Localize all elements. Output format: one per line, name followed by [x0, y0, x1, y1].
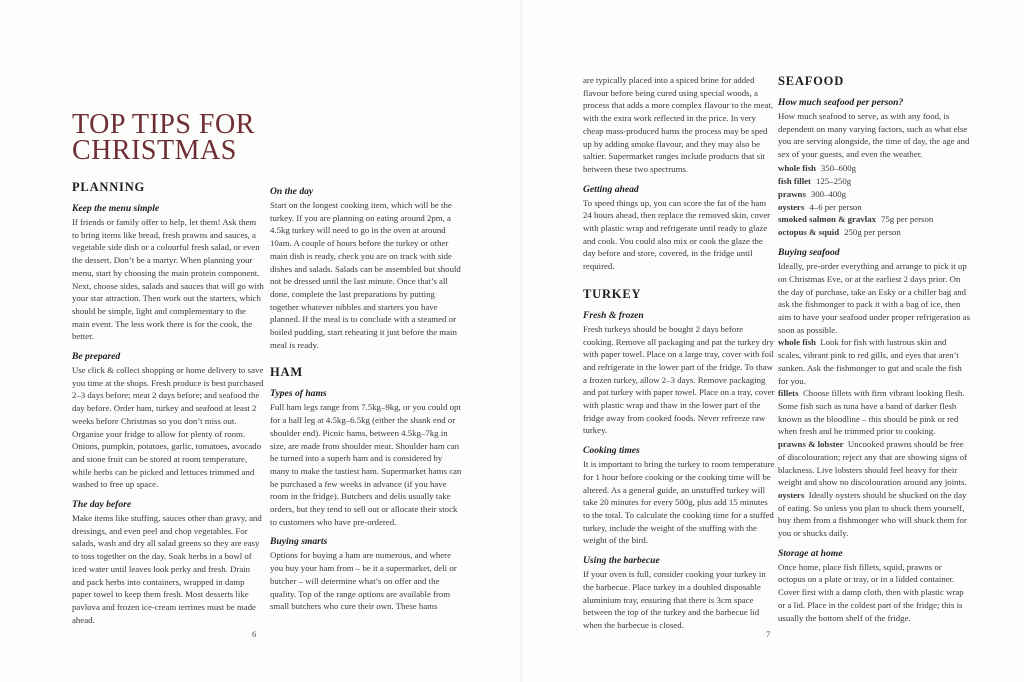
page-title-line-1: TOP TIPS FOR — [72, 109, 255, 140]
heading-seafood: SEAFOOD — [778, 74, 845, 88]
serving-row-octopus-squid — [778, 226, 970, 239]
entry-label: whole fish — [778, 337, 816, 348]
entry-text: Uncooked prawns should be free of discolouration; reject any that are showing signs of blackness. Live lobsters should feel heavy for their weight and show no discolouration around any joints. — [778, 439, 968, 488]
serving-value: 300–400g — [810, 188, 847, 199]
serving-label: smoked salmon & gravlax — [778, 214, 876, 225]
heading-turkey: TURKEY — [583, 286, 642, 301]
paragraph-buying-seafood: Ideally, pre-order everything and arrange to pick it up on Christmas Eve, or at the earliest 2 days prior. On the day of purchase, take an Esky or a chiller bag and ask the fishmonger to pack it with a bag of ice, then aim to have your seafood under proper refrigeration as soon as possible. — [778, 261, 970, 335]
entry-label: oysters — [778, 489, 805, 500]
paragraph-on-the-day: Start on the longest cooking item, which will be the turkey. If you are planning on eating around 2pm, a 4.5kg turkey will need to go in the oven at around 10am. A couple of hours before the turkey or other main dish is ready, check you are on track with side dishes and salads. Salads can be assembled but should not be dressed until the last minute. Once that’s all done, complete the last preparations by putting together whatever nibbles and starters you have planned. If the meal is to conclude with a steamed or boiled pudding, start reheating it just before the main meal is ready. — [270, 200, 461, 350]
paragraph-using-barbecue: If your oven is full, consider cooking your turkey in the barbecue. Place turkey in a doubled disposable aluminium tray, ensuring that there is 3cm space between the top of the turkey and the barbecue lid when the barbecue is closed. — [583, 569, 766, 630]
right-page-column-1 — [583, 74, 775, 632]
paragraph-getting-ahead: To speed things up, you can score the fat of the ham 24 hours ahead, then replace the removed skin, cover with plastic wrap and refrigerate until ready to glaze and cook. You could also mix or cook the glaze the day before and store, covered, in the fridge until required. — [583, 197, 771, 272]
serving-value: 250g per person — [844, 227, 901, 238]
page-title-line-2: CHRISTMAS — [72, 135, 237, 166]
left-page-column-1 — [72, 109, 264, 626]
entry-whole-fish — [778, 336, 970, 387]
left-page-column-2 — [270, 186, 462, 613]
page-gutter — [520, 0, 523, 682]
serving-value: 75g per person — [881, 214, 934, 225]
subheading-keep-menu-simple: Keep the menu simple — [72, 203, 160, 214]
paragraph-storage-at-home: Once home, place fish fillets, squid, prawns or octopus on a plate or tray, or in a lidded container. Cover first with a damp cloth, then with plastic wrap or a lid. Place in the coldest part of the fridge; this is usually the bottom shelf of the fridge. — [778, 561, 964, 623]
subheading-buying-smarts: Buying smarts — [270, 536, 328, 548]
entry-text: Choose fillets with firm vibrant looking flesh. Some fish such as tuna have a band of darker flesh known as the bloodline – this should be pink or red when fresh and be trimmed prior to cooking. — [778, 388, 965, 437]
entry-label: prawns & lobster — [778, 439, 844, 450]
subheading-buying-seafood: Buying seafood — [778, 247, 840, 259]
right-page-column-2 — [778, 74, 970, 624]
heading-planning: PLANNING — [72, 180, 146, 194]
subheading-getting-ahead: Getting ahead — [583, 183, 639, 195]
paragraph-types-of-hams: Full ham legs range from 7.5kg–9kg, or you could opt for a half leg at 4.5kg–6.5kg (either the shank end or shoulder end). Picnic hams, between 4.5kg–7kg in size, are made from shoulder meat. Shoulder ham can be turned into a superb ham and is considered by many to make the tastiest ham. Supermarket hams can be purchased a few weeks in advance (if you have room in the fridge). Butchers and delis usually take orders, but they tend to sell out or allocate their stock to customers who have pre-ordered. — [270, 402, 462, 527]
page-number-left: 6 — [252, 629, 257, 639]
subheading-storage-at-home: Storage at home — [778, 547, 843, 559]
paragraph-buying-smarts: Options for buying a ham are numerous, and where you buy your ham from – be it a supermarket, deli or butcher – will determine what’s on offer and the quality. Top of the range options are available from small butchers who cure their own. These hams — [270, 550, 457, 612]
subheading-day-before: The day before — [72, 499, 132, 511]
serving-label: fish fillet — [778, 175, 811, 186]
serving-row-whole-fish — [778, 162, 970, 175]
page-title — [72, 109, 264, 166]
serving-value: 350–600g — [820, 162, 857, 173]
subheading-types-of-hams: Types of hams — [270, 388, 327, 400]
paragraph-day-before: Make items like stuffing, sauces other than gravy, and dressings, and even peel and chop vegetables. For salads, wash and dry all salad greens so they are easy to toss together on the day. Soak herbs in a bowl of iced water until leaves look perky and fresh. Drain and pack herbs into containers, wrapped in damp paper towel to keep them fresh. Most desserts like pavlova and frozen ice-cream terrines must be made ahead. — [72, 513, 262, 625]
serving-label: prawns — [778, 188, 806, 199]
subheading-be-prepared: Be prepared — [72, 351, 121, 363]
seafood-serving-list — [778, 162, 970, 239]
serving-value: 4–6 per person — [809, 201, 862, 212]
entry-oysters — [778, 489, 970, 540]
paragraph-seafood-per-person: How much seafood to serve, as with any food, is dependent on many varying factors, such as what else you are serving alongside, the time of day, the age and sex of your guests, and even the weather. — [778, 111, 970, 160]
serving-label: octopus & squid — [778, 227, 840, 238]
paragraph-keep-menu-simple: If friends or family offer to help, let them! Ask them to bring items like bread, fresh prawns and sauces, a vegetable side dish or a colourful fresh salad, or even the dessert. Don’t be a martyr. When planning your menu, start by choosing the main protein component. Next, choose sides, salads and sauces that will go with your star attraction. Then work out the starters, which should be simple, light and complementary to the main event. The less work there is for the cook, the better. — [72, 217, 264, 342]
subheading-on-the-day: On the day — [270, 186, 314, 197]
entry-label: fillets — [778, 388, 799, 399]
entry-fillets — [778, 387, 970, 438]
serving-row-prawns — [778, 188, 970, 201]
entry-prawns-lobster — [778, 438, 970, 489]
entry-text: Look for fish with lustrous skin and scales, vibrant pink to red gills, and eyes that aren’t sunken. Ask the fishmonger to gut and scale the fish for you. — [778, 337, 962, 386]
subheading-fresh-frozen: Fresh & frozen — [583, 309, 644, 321]
paragraph-fresh-frozen: Fresh turkeys should be bought 2 days before cooking. Remove all packaging and pat the turkey dry with paper towel. Place on a large tray, cover with foil and refrigerate in the lower part of the fridge. To thaw a frozen turkey, allow 2–3 days. Remove packaging and pat turkey with paper towel. Place on a tray, cover with plastic wrap and thaw in the lower part of the fridge away from cooked foods. Never refreeze raw turkey. — [583, 323, 775, 436]
serving-row-fish-fillet — [778, 175, 970, 188]
heading-ham: HAM — [270, 365, 303, 380]
entry-text: Ideally oysters should be shucked on the day of eating. So unless you plan to shuck them yourself, buy them from a fishmonger who will shuck them for you or shucks daily. — [778, 489, 967, 539]
serving-row-oysters — [778, 201, 970, 214]
serving-label: oysters — [778, 201, 805, 212]
serving-row-smoked-salmon — [778, 213, 970, 226]
page-number-right: 7 — [766, 629, 771, 639]
subheading-cooking-times: Cooking times — [583, 445, 640, 457]
subheading-using-barbecue: Using the barbecue — [583, 555, 660, 567]
serving-value: 125–250g — [815, 175, 852, 186]
subheading-seafood-per-person: How much seafood per person? — [778, 97, 904, 108]
serving-label: whole fish — [778, 162, 816, 173]
paragraph-cooking-times: It is important to bring the turkey to room temperature for 1 hour before cooking or the cooking time will be altered. As a general guide, an unstuffed turkey will take 20 minutes for every 500g, plus add 15 minutes to the total. To calculate the cooking time for a stuffed turkey, include the weight of the stuffing with the weight of the bird. — [583, 459, 775, 546]
paragraph-ham-continued: are typically placed into a spiced brine for added flavour before being cured using special woods, a process that adds a more complex flavour to the meat, with the extra work reflected in the price. In very cheap mass-produced hams the process may be sped up by adding smoke flavour, and they may also be saltier. Supermarket ranges include products that sit between these two spectrums. — [583, 75, 774, 174]
paragraph-be-prepared: Use click & collect shopping or home delivery to save you time at the shops. Fresh produce is best purchased 2–3 days before; meat 2 days before; and seafood the day before. Order ham, turkey and seafood at least 2 weeks before Christmas so you don’t miss out. Organise your fridge to allow for plenty of room. Onions, pumpkin, potatoes, garlic, tomatoes, avocado and stone fruit can be stored at room temperature, while herbs can be picked and lettuces trimmed and washed to free up space. — [72, 365, 264, 490]
